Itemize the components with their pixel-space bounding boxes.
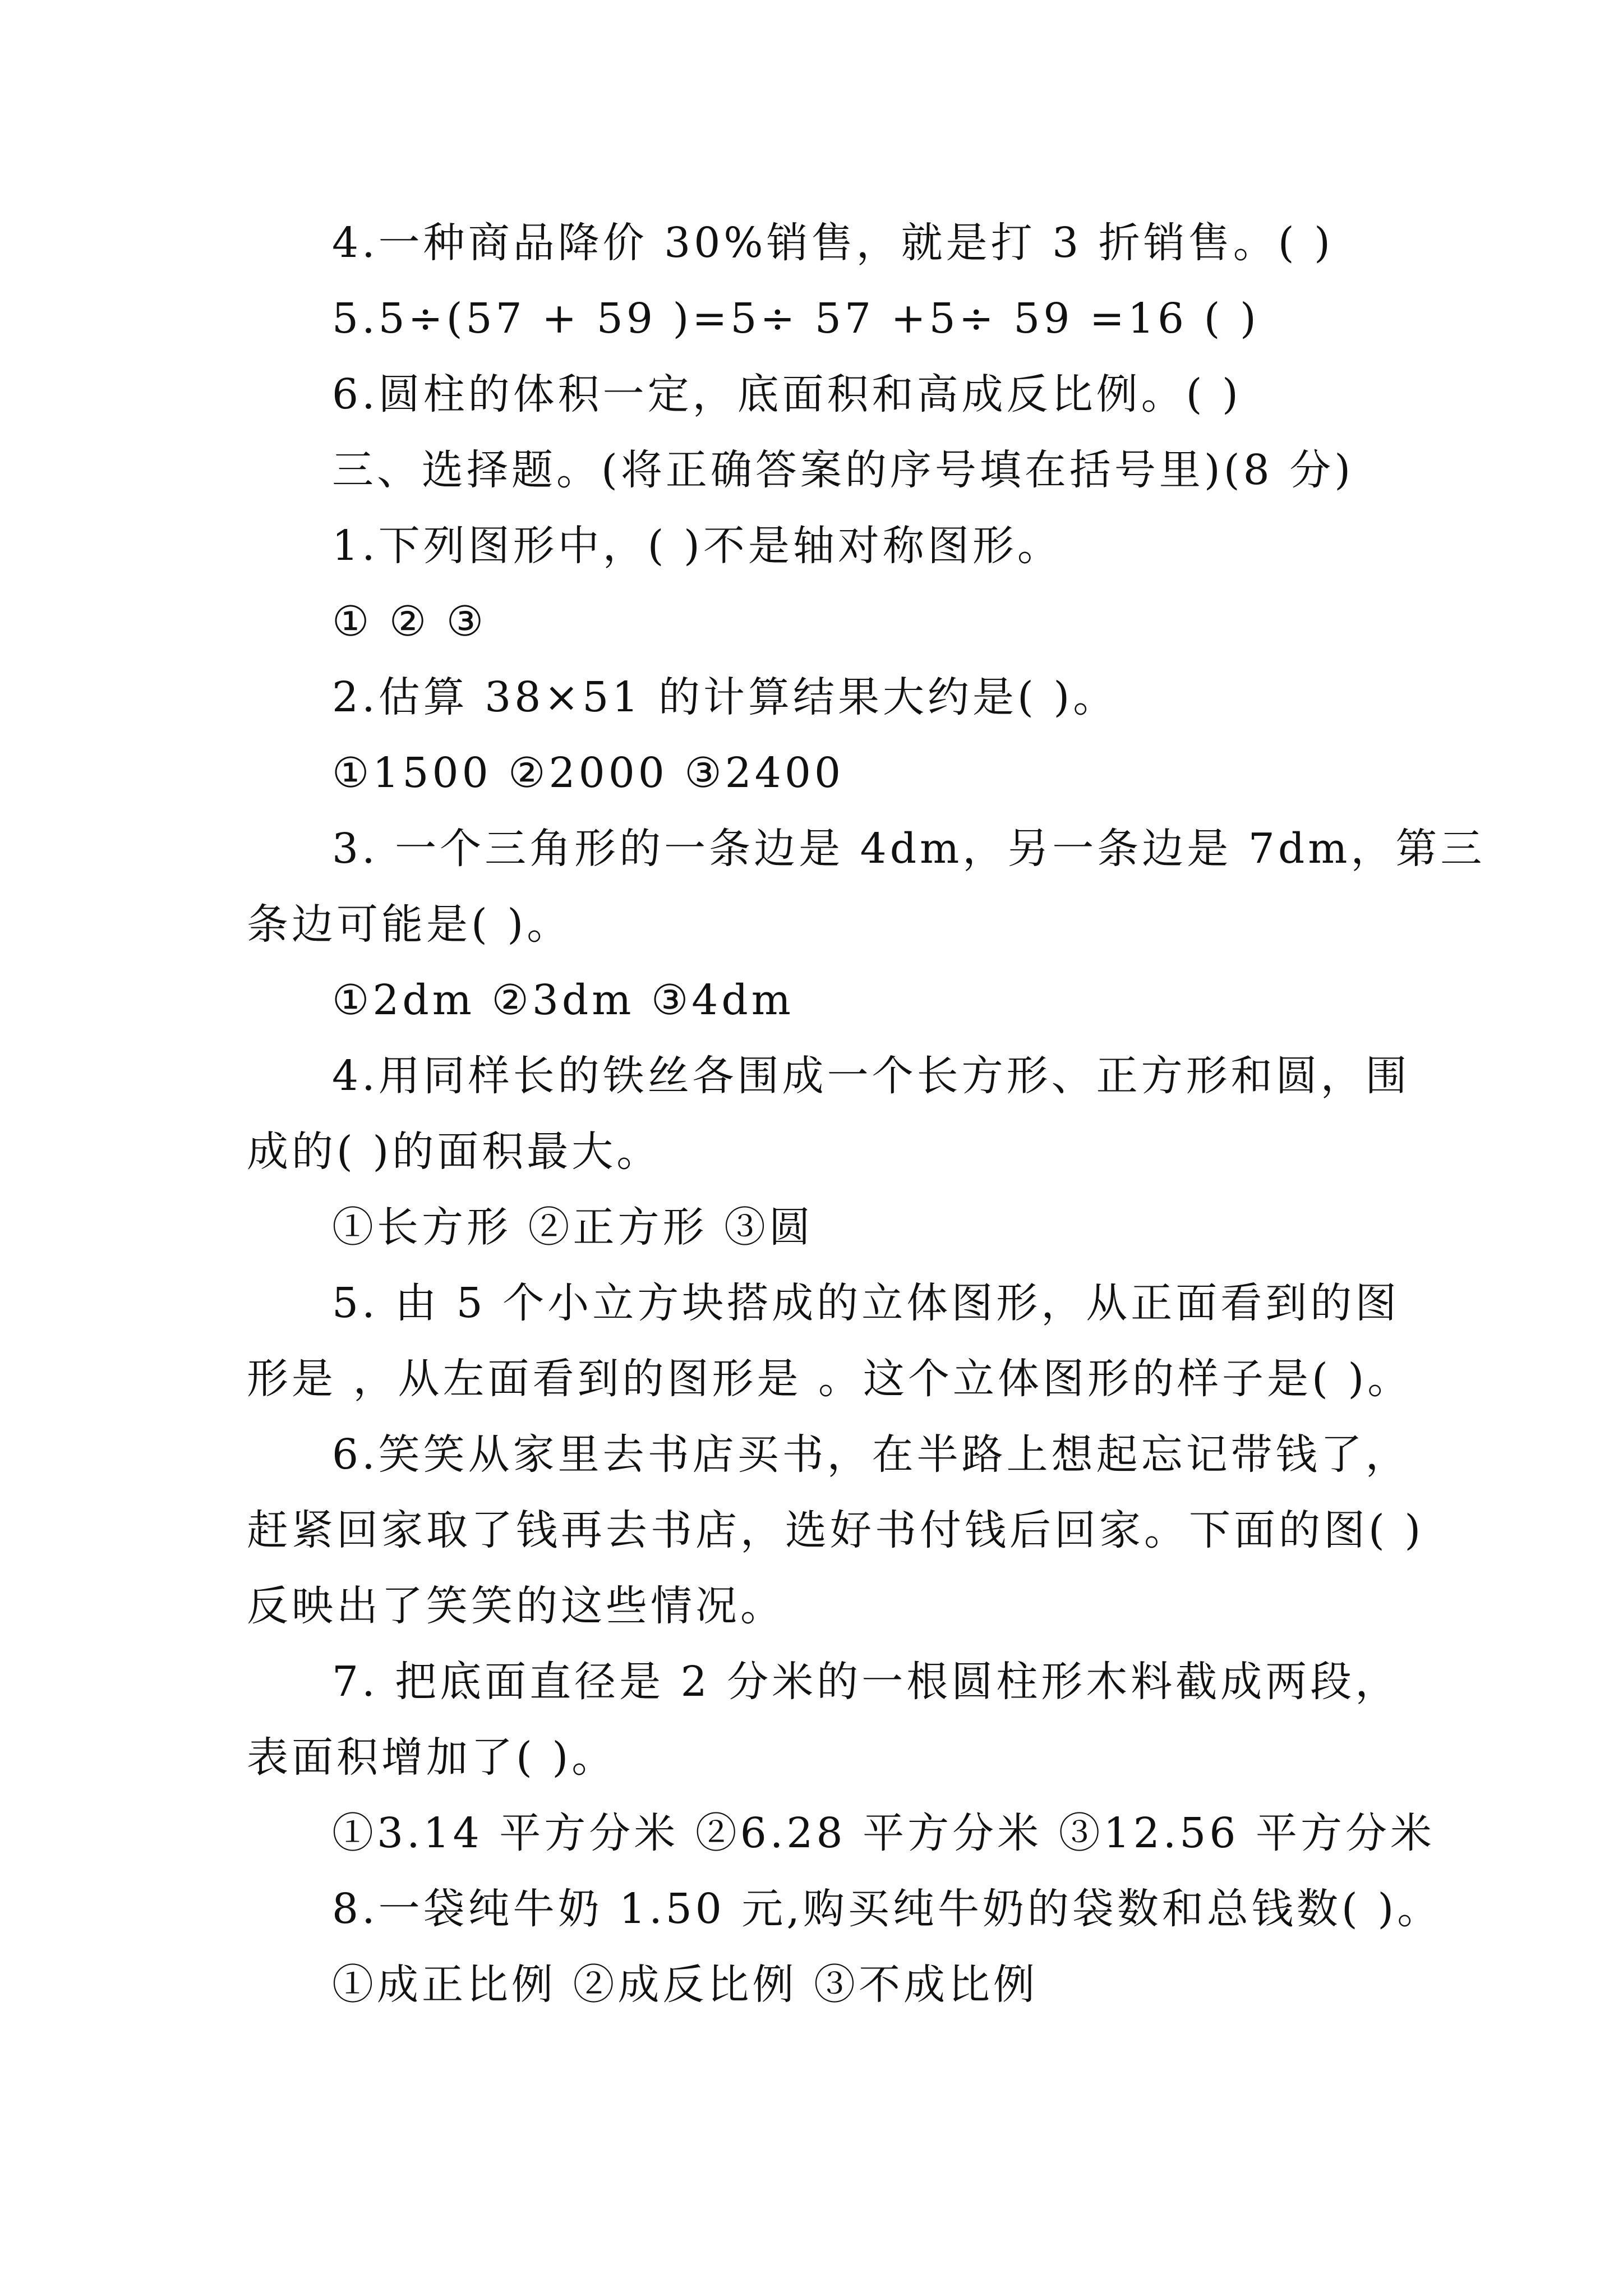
choice-options-1: ① ② ③ bbox=[332, 597, 487, 646]
choice-question-6-line-3: 反映出了笑笑的这些情况。 bbox=[247, 1582, 785, 1630]
choice-question-6-line-1: 6.笑笑从家里去书店买书，在半路上想起忘记带钱了， bbox=[332, 1430, 1410, 1479]
judgment-item-6: 6.圆柱的体积一定，底面积和高成反比例。( ) bbox=[332, 370, 1242, 418]
choice-options-2: ①1500 ②2000 ③2400 bbox=[332, 749, 845, 797]
choice-question-2: 2.估算 38×51 的计算结果大约是( )。 bbox=[332, 673, 1118, 721]
choice-question-5-line-1: 5. 由 5 个小立方块搭成的立体图形，从正面看到的图 bbox=[332, 1279, 1400, 1327]
choice-question-4-line-1: 4.用同样长的铁丝各围成一个长方形、正方形和圆，围 bbox=[332, 1052, 1410, 1100]
judgment-item-4: 4.一种商品降价 30%销售，就是打 3 折销售。( ) bbox=[332, 219, 1334, 267]
section-heading-choice: 三、选择题。(将正确答案的序号填在括号里)(8 分) bbox=[332, 446, 1354, 494]
choice-question-7-line-1: 7. 把底面直径是 2 分米的一根圆柱形木料截成两段， bbox=[332, 1658, 1400, 1706]
choice-options-3: ①2dm ②3dm ③4dm bbox=[332, 976, 794, 1024]
choice-question-8: 8.一袋纯牛奶 1.50 元,购买纯牛奶的袋数和总钱数( )。 bbox=[332, 1885, 1442, 1933]
choice-options-4: ①长方形 ②正方形 ③圆 bbox=[332, 1203, 814, 1251]
choice-question-6-line-2: 赶紧回家取了钱再去书店，选好书付钱后回家。下面的图( ) bbox=[247, 1506, 1424, 1554]
choice-question-3-line-1: 3. 一个三角形的一条边是 4dm，另一条边是 7dm，第三 bbox=[332, 825, 1486, 873]
judgment-item-5: 5.5÷(57 + 59 )=5÷ 57 +5÷ 59 =16 ( ) bbox=[332, 295, 1260, 343]
choice-options-7: ①3.14 平方分米 ②6.28 平方分米 ③12.56 平方分米 bbox=[332, 1809, 1435, 1857]
choice-question-1: 1.下列图形中，( )不是轴对称图形。 bbox=[332, 522, 1062, 570]
choice-question-3-line-2: 条边可能是( )。 bbox=[247, 900, 572, 949]
choice-question-7-line-2: 表面积增加了( )。 bbox=[247, 1733, 617, 1782]
choice-question-4-line-2: 成的( )的面积最大。 bbox=[247, 1128, 662, 1176]
choice-options-8: ①成正比例 ②成反比例 ③不成比例 bbox=[332, 1961, 1039, 2009]
choice-question-5-line-2: 形是 ，从左面看到的图形是 。这个立体图形的样子是( )。 bbox=[247, 1355, 1413, 1403]
